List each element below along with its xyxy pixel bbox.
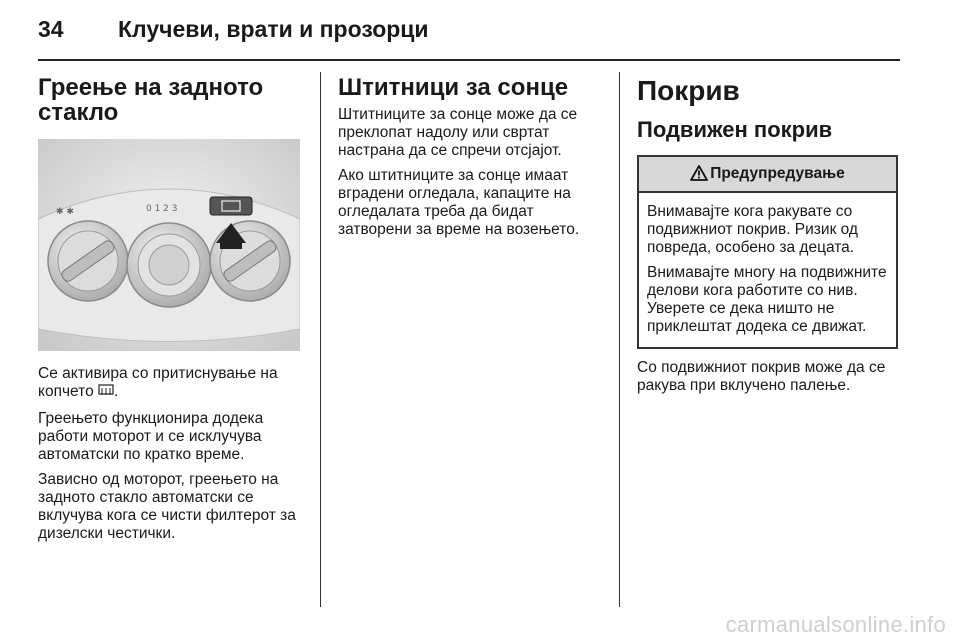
paragraph-diesel-filter: Зависно од моторот, греењето на задното стакло автоматски се вклучува кога се чисти филтерот за дизелски честички. (38, 471, 296, 542)
column-rear-window-heating (38, 75, 306, 550)
climate-panel-illustration (38, 139, 300, 351)
warning-box (637, 155, 898, 349)
watermark: carmanualsonline.info (725, 612, 946, 637)
warning-paragraph-2: Внимавајте многу на подвижните делови кога работите со нив. Уверете се дека ништо не приклештат додека се движат. (647, 264, 887, 335)
warning-body (639, 193, 896, 347)
column-sun-visors (338, 75, 600, 246)
page-number: 34 (38, 16, 64, 42)
rear-window-heat-icon (98, 384, 114, 403)
warning-triangle-icon (690, 160, 708, 194)
column-divider-2 (619, 72, 620, 607)
header-rule (38, 59, 900, 61)
section-heading-sun-visors: Штитници за сонце (338, 74, 569, 101)
paragraph-sun-visor-usage: Штитниците за сонце може да се преклопат надолу или свртат настрана да се спречи отсјајот. (338, 106, 578, 159)
warning-header (639, 157, 896, 193)
section-heading-roof: Покрив (637, 75, 740, 106)
paragraph-vanity-mirrors: Ако штитниците за сонце имаат вградени огледала, капаците на огледалата треба да бидат затворени за време на возењето. (338, 167, 580, 238)
paragraph-sunroof-ignition: Со подвижниот покрив може да се ракува при вклучено палење. (637, 359, 886, 394)
page-header (38, 16, 900, 56)
warning-paragraph-1: Внимавајте кога ракувате со подвижниот покрив. Ризик од повреда, особено за децата. (647, 203, 858, 256)
column-roof (637, 75, 900, 402)
chapter-title: Клучеви, врати и прозорци (118, 16, 429, 42)
warning-title: Предупредување (710, 165, 845, 182)
svg-text:✱ ✱: ✱ ✱ (56, 207, 74, 217)
paragraph-activation: Се активира со притиснување на копчето . (38, 365, 306, 403)
column-divider-1 (320, 72, 321, 607)
svg-text:0 1 2 3: 0 1 2 3 (146, 204, 178, 214)
paragraph-operation: Греењето функционира додека работи моторот и се исклучува автоматски по кратко време. (38, 410, 264, 463)
climate-control-panel-figure (38, 139, 300, 351)
subheading-sunroof: Подвижен покрив (637, 117, 833, 142)
section-heading-rear-window: Греење на задното стакло (38, 74, 264, 126)
